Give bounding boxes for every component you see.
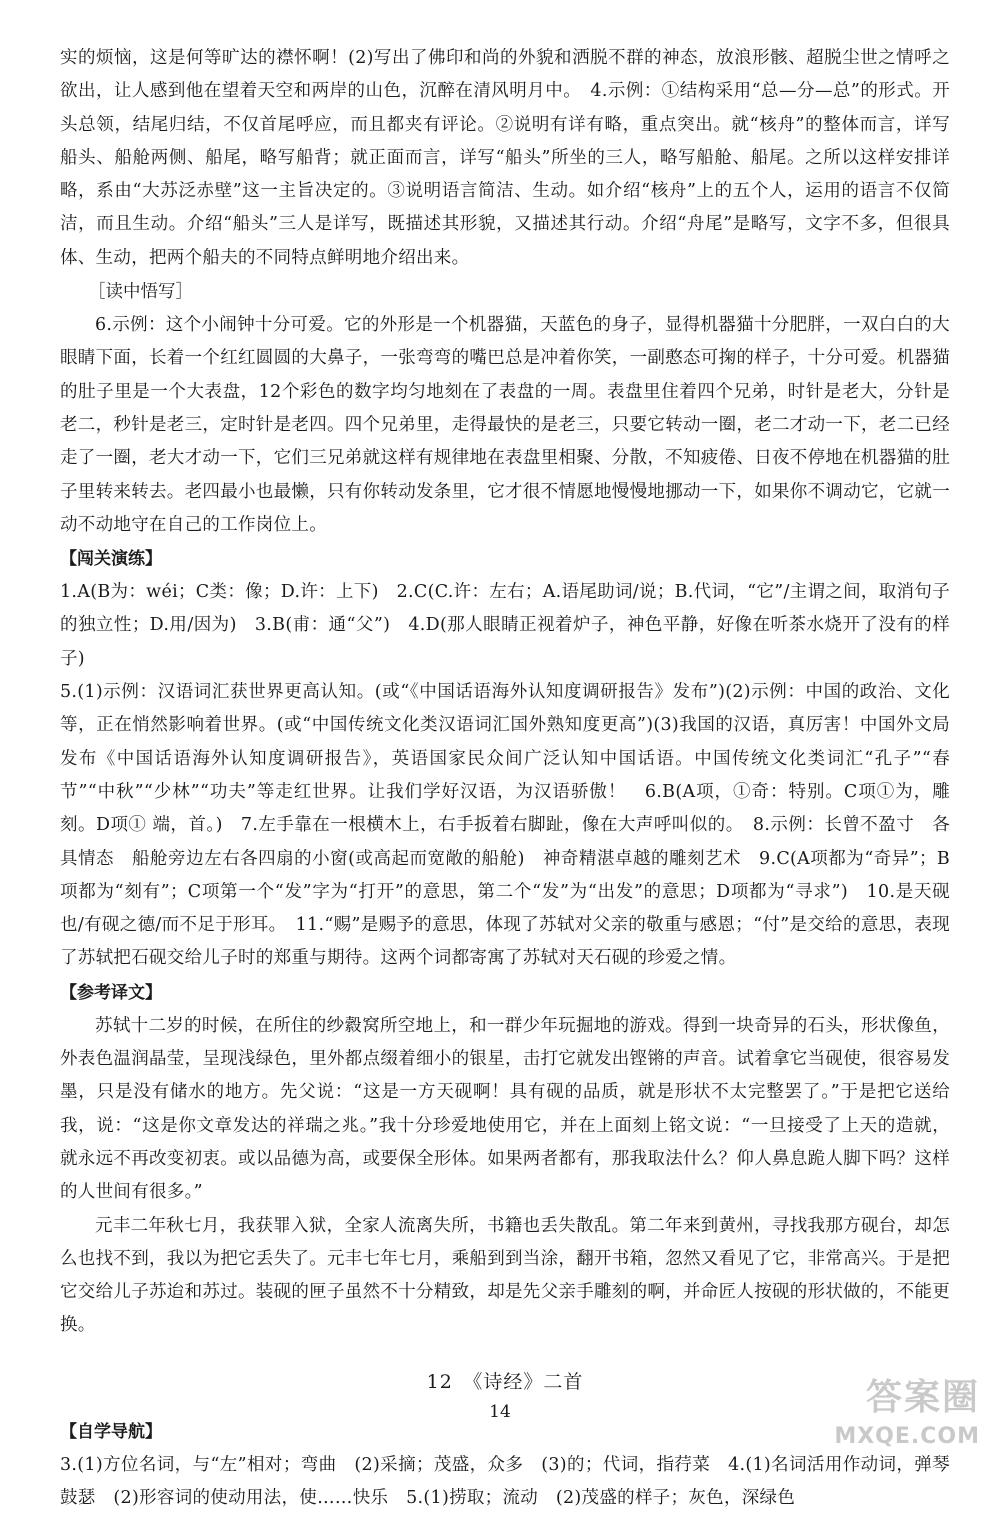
chapter-title: 12 《诗经》二首 [426,1370,584,1393]
watermark-url: MXQE.COM [834,1424,980,1449]
document-page [60,42,950,1515]
translation-paragraph-1: 苏轼十二岁的时候，在所住的纱縠窝所空地上，和一群少年玩掘地的游戏。得到一块奇异的石头，形状像鱼，外表色温润晶莹，呈现浅绿色，里外都点缀着细小的银星，击打它就发出铿锵的声音。试着拿它当砚使，很容易发墨，只是没有储水的地方。先父说：“这是一方天砚啊！具有砚的品质，就是形状不太完整罢了。”于是把它送给我，说：“这是你文章发达的祥瑞之兆。”我十分珍爱地使用它，并在上面刻上铭文说：“一旦接受了上天的造就，就永远不再改变初衷。或以品德为高，或要保全形体。如果两者都有，那我取法什么？仰人鼻息跪人脚下吗？这样的人世间有很多。” [60,1015,950,1203]
watermark-logo [810,1369,980,1449]
watermark-logo-text: 答案圈 [865,1377,980,1418]
drill-answers-1-4: 1.A(B为：wéi；C类：像；D.许：上下) 2.C(C.许：左右；A.语尾助词/说；B.代词，“它”/主谓之间，取消句子的独立性；D.用/因为) 3.B(甫：通“父”) 4.D(那人眼睛正视着炉子，神色平静，好像在听茶水烧开了没有的样子) [60,582,950,669]
clock-description-paragraph: 6.示例：这个小闹钟十分可爱。它的外形是一个机器猫，天蓝色的身子，显得机器猫十分肥胖，一双白白的大眼睛下面，长着一个红红圆圆的大鼻子，一张弯弯的嘴巴总是冲着你笑，一副憨态可掬的样子，十分可爱。机器猫的肚子里是一个大表盘，12个彩色的数字均匀地刻在了表盘的一周。表盘里住着四个兄弟，时针是老大，分针是老二，秒针是老三，定时针是老四。四个兄弟里，走得最快的是老三，只要它转动一圈，老二才动一下，老二已经走了一圈，老大才动一下，它们三兄弟就这样有规律地在表盘里相聚、分散，不知疲倦、日夜不停地在机器猫的肚子里转来转去。老四最小也最懒，只有你转动发条里，它才很不情愿地慢慢地挪动一下，如果你不调动它，它就一动不动地守在自己的工作岗位上。 [60,315,950,535]
self-study-heading: 【自学导航】 [60,1421,162,1442]
translation-heading: 【参考译文】 [60,982,162,1003]
drill-answers-5-11: 5.(1)示例：汉语词汇获世界更高认知。(或“《中国话语海外认知度调研报告》发布”)(2)示例：中国的政治、文化等，正在悄然影响着世界。(或“中国传统文化类汉语词汇国外熟知度更高”)(3)我国的汉语，真厉害！中国外文局发布《中国话语海外认知度调研报告》，英语国家民众间广泛认知中国话语。中国传统文化类词汇“孔子”“春节”“中秋”“少林”“功夫”等走红世界。让我们学好汉语，为汉语骄傲！ 6.B(A项，①奇：特别。C项①为，雕刻。D项① 端，首。) 7.左手靠在一根横木上，右手扳着右脚趾，像在大声呼叫似的。 8.示例：长曾不盈寸 各具情态 船舱旁边左右各四扇的小窗(或高起而宽敞的船舱) 神奇精湛卓越的雕刻艺术 9.C(A项都为“奇异”；B项都为“刻有”；C项第一个“发”字为“打开”的意思，第二个“发”为“出发”的意思；D项都为“寻求”) 10.是天砚也/有砚之德/而不足于形耳。 11.“赐”是赐予的意思，体现了苏轼对父亲的敬重与感恩；“付”是交给的意思，表现了苏轼把石砚交给儿子时的郑重与期待。这两个词都寄寓了苏轼对天石砚的珍爱之情。 [60,682,950,969]
self-study-answers: 3.(1)方位名词，与“左”相对；弯曲 (2)采摘；茂盛，众多 (3)的；代词，指荇菜 4.(1)名词活用作动词，弹琴鼓瑟 (2)形容词的使动用法，使……快乐 5.(1)捞取；流动 (2)茂盛的样子；灰色，深绿色 [60,1454,950,1508]
page-number: 14 [489,1402,511,1422]
reading-writing-heading: ［读中悟写］ [88,282,193,303]
drill-section-heading: 【闯关演练】 [60,549,162,570]
answer-paragraph-continued: 实的烦恼，这是何等旷达的襟怀啊！(2)写出了佛印和尚的外貌和洒脱不群的神态，放浪形骸、超脱尘世之情呼之欲出，让人感到他在望着天空和两岸的山色，沉醉在清风明月中。 4.示例：①结构采用“总—分—总”的形式。开头总领，结尾归结，不仅首尾呼应，而且都夹有评论。②说明有详有略，重点突出。就“核舟”的整体而言，详写船头、船舱两侧、船尾，略写船背；就正面而言，详写“船头”所坐的三人，略写船舱、船尾。之所以这样安排详略，系由“大苏泛赤壁”这一主旨决定的。③说明语言简洁、生动。如介绍“核舟”上的五个人，运用的语言不仅简洁，而且生动。介绍“船头”三人是详写，既描述其形貌，又描述其行动。介绍“舟尾”是略写，文字不多，但很具体、生动，把两个船夫的不同特点鲜明地介绍出来。 [60,48,950,268]
translation-paragraph-2: 元丰二年秋七月，我获罪入狱，全家人流离失所，书籍也丢失散乱。第二年来到黄州，寻找我那方砚台，却怎么也找不到，我以为把它丢失了。元丰七年七月，乘船到到当涂，翻开书箱，忽然又看见了它，非常高兴。于是把它交给儿子苏迨和苏过。装砚的匣子虽然不十分精致，却是先父亲手雕刻的啊，并命匠人按砚的形状做的，不能更换。 [60,1215,950,1336]
